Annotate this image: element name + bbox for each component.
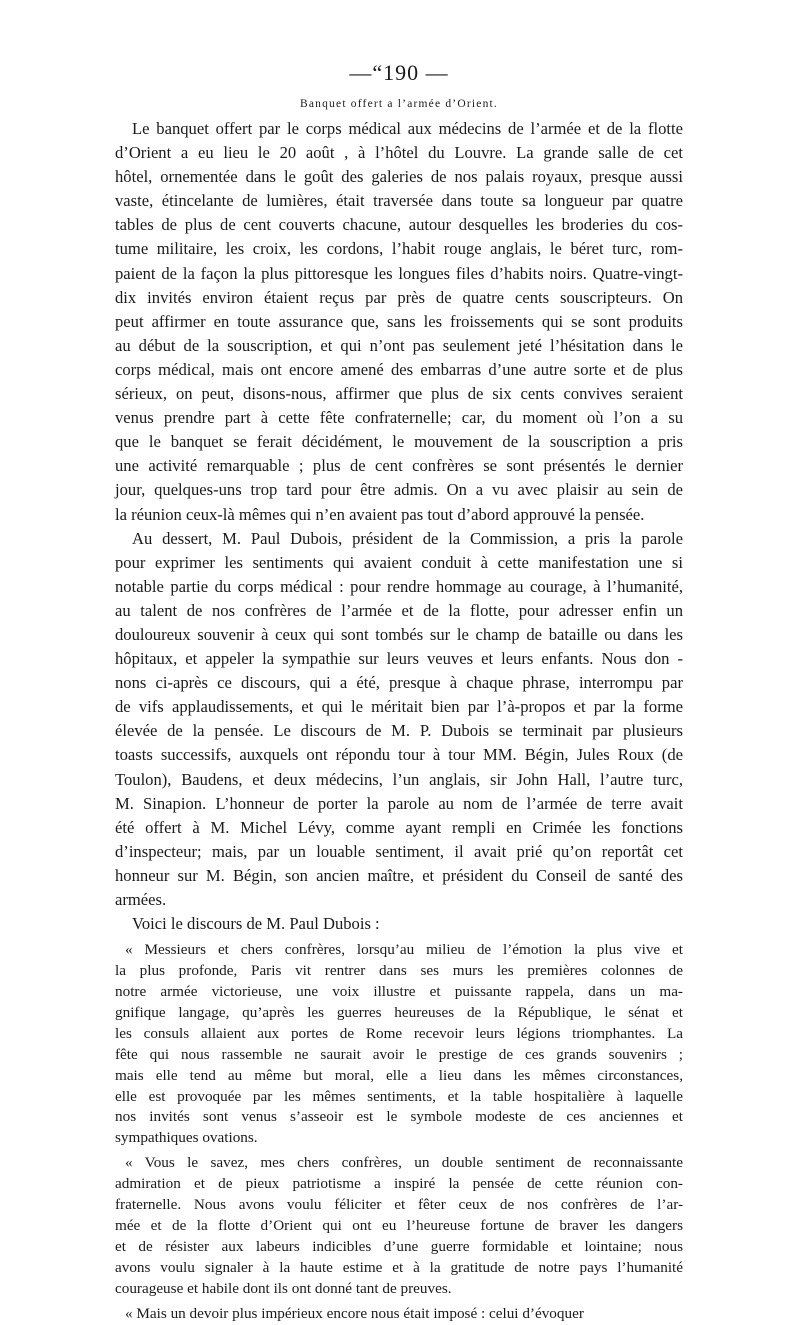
text-line: notable partie du corps médical : pour rendre hommage au courage, à l’humanité,: [115, 576, 683, 596]
text-line: au talent de nos confrères de l’armée et de la flotte, pour adresser enfin un: [115, 600, 683, 620]
text-line: tables de plus de cent couverts chacune, autour desquelles les broderies du cos-: [115, 215, 683, 235]
text-line: mais elle tend au même but moral, elle a lieu dans les mêmes circonstances,: [115, 1066, 683, 1084]
text-line: mée et de la flotte d’Orient qui ont eu l’heureuse fortune de braver les dangers: [115, 1216, 683, 1234]
text-line: vaste, étincelante de lumières, était traversée dans toute sa longueur par quatre: [115, 191, 683, 211]
text-line: admiration et de pieux patriotisme a inspiré la pensée de cette réunion con-: [115, 1175, 683, 1193]
paragraph: [115, 1304, 683, 1325]
paragraph: [115, 527, 683, 913]
text-line: hôpitaux, et appeler la sympathie sur leurs veuves et leurs enfants. Nous don -: [115, 649, 683, 669]
text-line: été offert à M. Michel Lévy, comme ayant rempli en Crimée les fonctions: [115, 817, 683, 837]
text-line: « Messieurs et chers confrères, lorsqu’au milieu de l’émotion la plus vive et: [125, 941, 683, 959]
text-line: M. Sinapion. L’honneur de porter la parole au nom de l’armée de terre avait: [115, 793, 683, 813]
text-line: pour exprimer les sentiments qui avaient conduit à cette manifestation une si: [115, 552, 683, 572]
text-line: d’inspecteur; mais, par un louable sentiment, il avait prié qu’on reportât cet: [115, 841, 683, 861]
text-line: élevée de la pensée. Le discours de M. P. Dubois se terminait par plusieurs: [115, 721, 683, 741]
text-line: sympathiques ovations.: [115, 1129, 258, 1147]
body-text: [115, 117, 683, 1325]
text-line: jour, quelques-uns trop tard pour être admis. On a vu avec plaisir au sein de: [115, 480, 683, 500]
text-line: les consuls allaient aux portes de Rome recevoir leurs légions triomphantes. La: [115, 1024, 683, 1042]
text-line: la réunion ceux-là mêmes qui n’en avaient pas tout d’abord approuvé la pensée.: [115, 504, 645, 524]
text-line: sérieux, on peut, disons-nous, affirmer que plus de six cents convives seraient: [115, 384, 683, 404]
text-line: fête qui nous rassemble ne saurait avoir le prestige de ces grands souvenirs ;: [115, 1045, 683, 1063]
text-line: gnifique langage, qu’après les guerres heureuses de la République, le sénat et: [115, 1003, 683, 1021]
section-heading: Banquet offert a l’armée d’Orient.: [299, 98, 498, 110]
page-number: —“190 —: [349, 60, 449, 85]
text-line: nos invités sont venus s’asseoir est le symbole modeste de ces anciennes et: [115, 1108, 683, 1126]
text-line: toasts successifs, auxquels ont répondu tour à tour MM. Bégin, Jules Roux (de: [115, 745, 683, 765]
paragraph: [115, 117, 683, 527]
document-page: [115, 58, 683, 1325]
text-line: de vifs applaudissements, et qui le méritait bien par l’à-propos et par la forme: [115, 697, 683, 717]
text-line: Au dessert, M. Paul Dubois, président de la Commission, a pris la parole: [132, 528, 683, 548]
text-line: dix invités environ étaient reçus par près de quatre cents souscripteurs. On: [115, 287, 683, 307]
text-line: la plus profonde, Paris vit rentrer dans ses murs les premières colonnes de: [115, 962, 683, 980]
text-line: fraternelle. Nous avons voulu féliciter et fêter ceux de nos confrères de l’ar-: [115, 1196, 683, 1214]
text-line: avons voulu signaler à la haute estime et à la gratitude de notre pays l’humanité: [115, 1258, 683, 1276]
text-line: hôtel, ornementée dans le goût des galeries de nos palais royaux, presque aussi: [115, 167, 683, 187]
text-line: corps médical, mais ont encore amené des embarras d’une autre sorte et de plus: [115, 359, 683, 379]
text-line: « Mais un devoir plus impérieux encore nous était imposé : celui d’évoquer: [125, 1304, 584, 1322]
text-line: Voici le discours de M. Paul Dubois :: [132, 914, 380, 934]
text-line: elle est provoquée par les mêmes sentiments, et la table hospitalière à laquelle: [115, 1087, 683, 1105]
text-line: Toulon), Baudens, et deux médecins, l’un anglais, sir John Hall, l’autre turc,: [115, 769, 683, 789]
text-line: Le banquet offert par le corps médical aux médecins de l’armée et de la flotte: [132, 119, 683, 138]
text-line: courageuse et habile dont ils ont donné tant de preuves.: [115, 1279, 452, 1297]
text-line: une activité remarquable ; plus de cent confrères se sont présentés le dernier: [115, 456, 683, 476]
text-line: au début de la souscription, et qui n’ont pas seulement jeté l’hésitation dans le: [115, 335, 683, 355]
paragraph: [115, 1153, 683, 1299]
text-line: notre armée victorieuse, une voix illustre et puissante rappela, dans un ma-: [115, 983, 683, 1000]
text-line: et de résister aux labeurs indicibles d’une guerre formidable et lointaine; nous: [115, 1237, 683, 1255]
text-line: d’Orient a eu lieu le 20 août , à l’hôtel du Louvre. La grande salle de cet: [115, 143, 683, 163]
paragraph: [115, 912, 683, 936]
text-line: peut affirmer en toute assurance que, sans les froissements qui se sont produits: [115, 311, 683, 331]
paragraph: [115, 940, 683, 1149]
text-line: « Vous le savez, mes chers confrères, un double sentiment de reconnaissante: [125, 1154, 683, 1172]
text-line: armées.: [115, 890, 167, 909]
text-line: honneur sur M. Bégin, son ancien maître, et président du Conseil de santé des: [115, 865, 683, 885]
text-line: douloureux souvenir à ceux qui sont tombés sur le champ de bataille ou dans les: [115, 624, 683, 644]
text-line: nons ci-après ce discours, qui a été, presque à chaque phrase, interrompu par: [115, 673, 683, 693]
text-line: tume militaire, les croix, les cordons, l’habit rouge anglais, le béret turc, rom-: [115, 239, 683, 259]
text-line: que le banquet se ferait décidément, le mouvement de la souscription a pris: [115, 432, 683, 452]
text-line: paient de la façon la plus pittoresque les longues files d’habits noirs. Quatre-vingt-: [115, 263, 683, 283]
text-line: venus prendre part à cette fête confraternelle; car, du moment où l’on a su: [115, 408, 683, 428]
